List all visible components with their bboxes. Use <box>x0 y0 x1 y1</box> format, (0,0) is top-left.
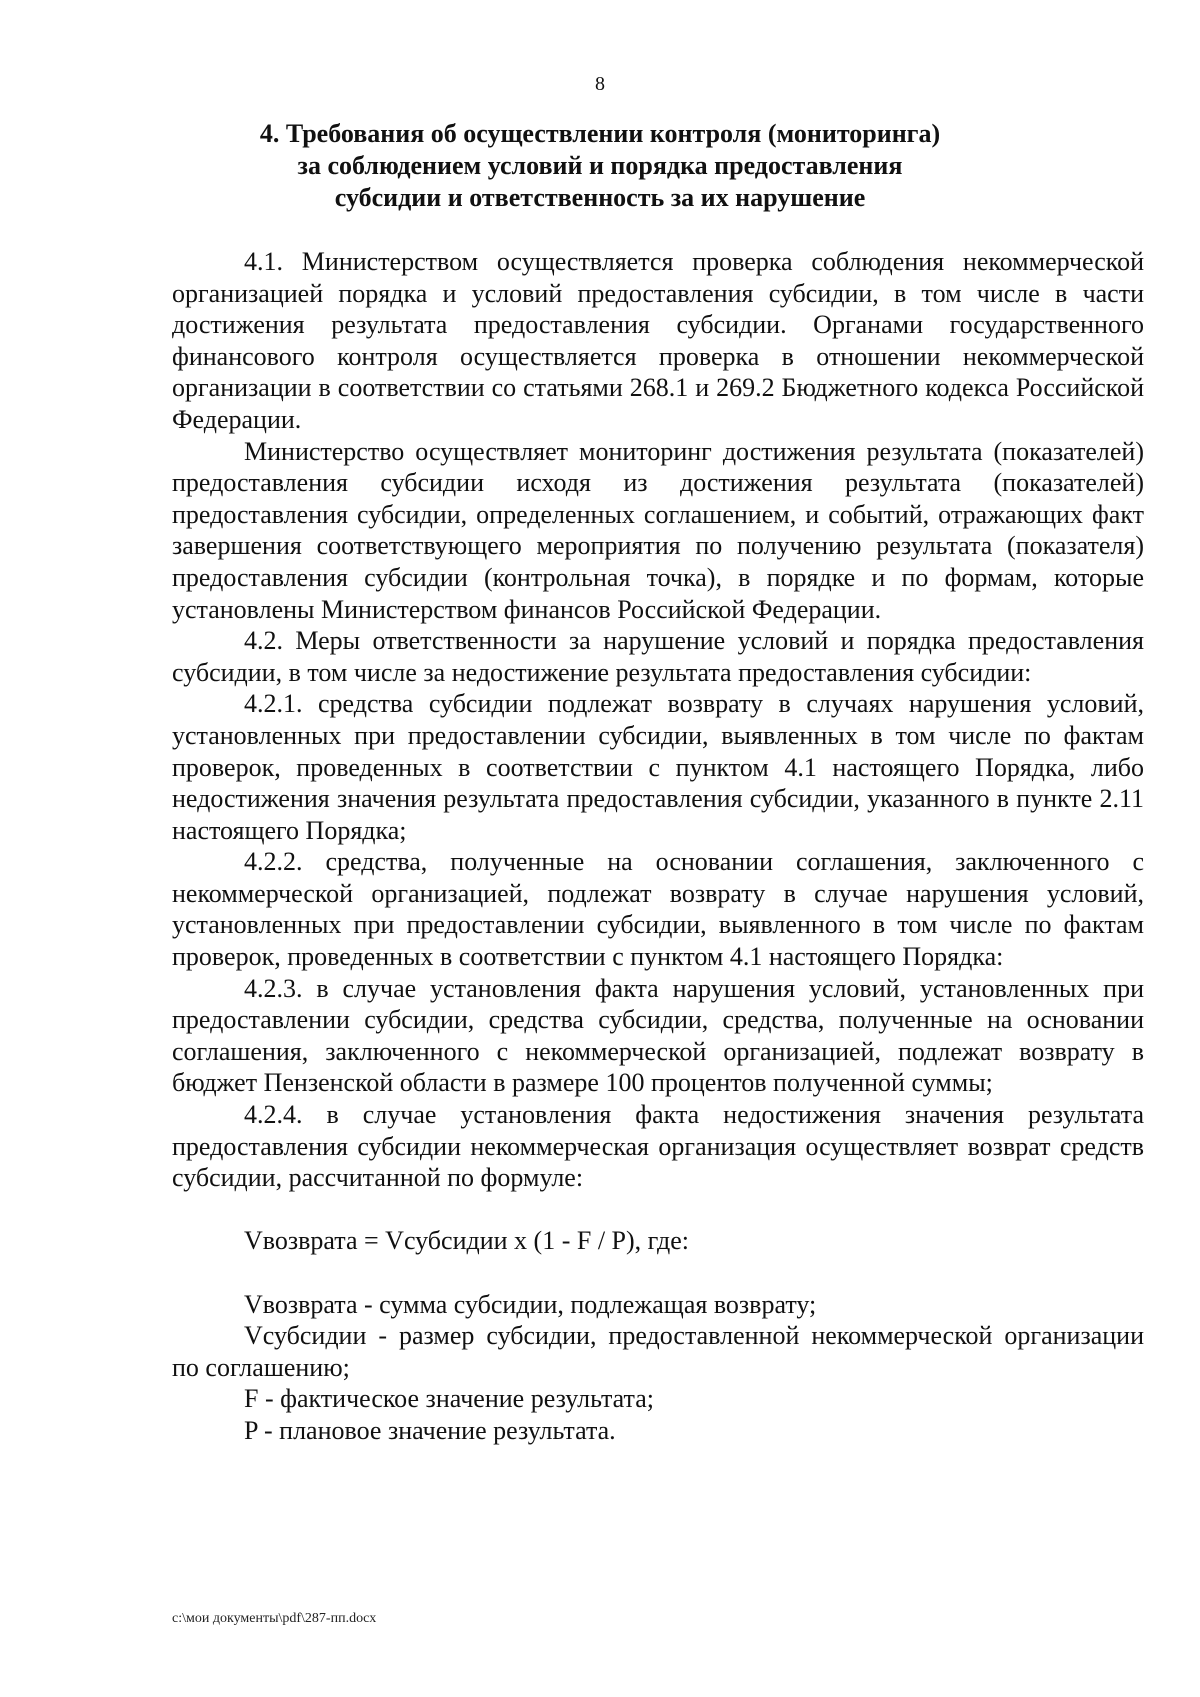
definition-v-subsidy: Vсубсидии - размер субсидии, предоставленной некоммерческой организации по соглашению; <box>172 1321 1144 1382</box>
heading-line-3: субсидии и ответственность за их нарушение <box>334 183 866 212</box>
document-body <box>172 246 1144 1447</box>
formula: Vвозврата = Vсубсидии x (1 - F / P), где: <box>244 1226 690 1256</box>
definition-f: F - фактическое значение результата; <box>244 1384 654 1414</box>
footer-file-path: c:\мои документы\pdf\287-пп.docx <box>172 1611 377 1626</box>
definition-v-return: Vвозврата - сумма субсидии, подлежащая возврату; <box>244 1289 817 1319</box>
paragraph-4-2-1: 4.2.1. средства субсидии подлежат возврату в случаях нарушения условий, установленных при предоставлении субсидии, выявленных в том числе по фактам проверок, проведенных в соответствии с пунктом 4.1 настоящего Порядка, либо недостижения значения результата предоставления субсидии, указанного в пункте 2.11 настоящего Порядка; <box>172 689 1144 845</box>
page-number: 8 <box>595 73 605 95</box>
paragraph-monitoring: Министерство осуществляет мониторинг достижения результата (показателей) предоставления субсидии исходя из достижения результата (показателей) предоставления субсидии, определенных соглашением, и событий, отражающих факт завершения соответствующего мероприятия по получению результата (показателя) предоставления субсидии (контрольная точка), в порядке и по формам, которые установлены Министерством финансов Российской Федерации. <box>172 436 1144 624</box>
paragraph-4-2-3: 4.2.3. в случае установления факта нарушения условий, установленных при предоставлении субсидии, средства субсидии, средства, полученные на основании соглашения, заключенного с некоммерческой организацией, подлежат возврату в бюджет Пензенской области в размере 100 процентов полученной суммы; <box>172 973 1144 1098</box>
paragraph-4-2-2: 4.2.2. средства, полученные на основании соглашения, заключенного с некоммерческой организацией, подлежат возврату в случае нарушения условий, установленных при предоставлении субсидии, выявленного в том числе по фактам проверок, проведенных в соответствии с пунктом 4.1 настоящего Порядка: <box>172 847 1144 972</box>
paragraph-4-1: 4.1. Министерством осуществляется проверка соблюдения некоммерческой организацией порядка и условий предоставления субсидии, в том числе в части достижения результата предоставления субсидии. Органами государственного финансового контроля осуществляется проверка в отношении некоммерческой организации в соответствии со статьями 268.1 и 269.2 Бюджетного кодекса Российской Федерации. <box>172 247 1144 434</box>
heading-line-1: 4. Требования об осуществлении контроля (мониторинга) <box>259 119 941 148</box>
section-heading <box>190 118 1010 214</box>
paragraph-4-2-4: 4.2.4. в случае установления факта недостижения значения результата предоставления субсидии некоммерческая организация осуществляет возврат средств субсидии, рассчитанной по формуле: <box>172 1100 1144 1193</box>
paragraph-4-2: 4.2. Меры ответственности за нарушение условий и порядка предоставления субсидии, в том числе за недостижение результата предоставления субсидии: <box>172 626 1144 687</box>
definition-p: P - плановое значение результата. <box>244 1415 616 1445</box>
heading-line-2: за соблюдением условий и порядка предоставления <box>297 151 903 180</box>
